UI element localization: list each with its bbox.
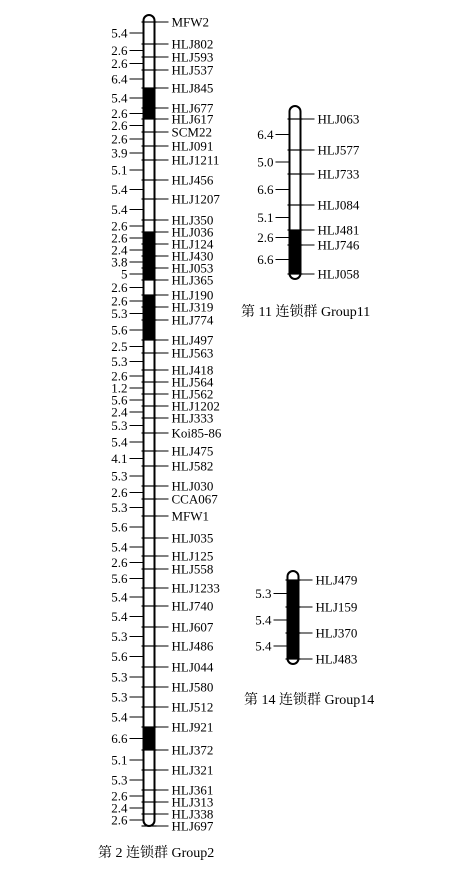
marker-label: HLJ190	[171, 287, 214, 303]
distance-label: 1.2	[111, 380, 128, 396]
distance-label: 5.4	[111, 182, 128, 197]
distance-label: 2.6	[111, 788, 128, 804]
filled-region	[145, 295, 154, 340]
distance-label: 3.8	[111, 254, 128, 270]
distance-label: 2.6	[111, 485, 128, 500]
distance-label: 2.6	[111, 118, 128, 133]
marker-label: HLJ321	[171, 762, 214, 778]
marker-label: HLJ159	[315, 599, 358, 615]
marker-label: HLJ607	[171, 619, 214, 635]
distance-label: 5.4	[111, 709, 128, 725]
marker-label: HLJ333	[171, 410, 214, 426]
distance-label: 2.4	[111, 800, 128, 816]
distance-label: 5.4	[111, 539, 128, 555]
marker-label: HLJ091	[171, 138, 214, 154]
distance-label: 2.6	[111, 56, 128, 71]
filled-region	[291, 230, 300, 274]
distance-label: 2.6	[111, 43, 128, 58]
marker-label: HLJ475	[171, 443, 214, 459]
distance-label: 5.3	[111, 500, 128, 515]
marker-label: HLJ774	[171, 312, 214, 328]
marker-label: HLJ512	[171, 699, 214, 715]
distance-label: 4.1	[111, 451, 128, 466]
distance-label: 6.4	[257, 127, 274, 142]
marker-label: HLJ053	[171, 260, 214, 276]
marker-label: HLJ124	[171, 236, 214, 252]
distance-label: 2.5	[111, 339, 128, 354]
marker-label: HLJ582	[171, 458, 214, 474]
marker-label: HLJ921	[171, 719, 214, 735]
distance-label: 5.6	[111, 519, 128, 535]
marker-label: HLJ313	[171, 794, 214, 810]
distance-label: 5.1	[111, 162, 128, 178]
marker-label: HLJ370	[315, 625, 358, 641]
marker-label: HLJ125	[171, 548, 214, 564]
distance-label: 5.6	[111, 322, 128, 338]
marker-label: HLJ418	[171, 362, 214, 378]
distance-label: 2.6	[111, 230, 128, 246]
chromosome-g2	[111, 15, 222, 834]
distance-label: 2.6	[111, 218, 128, 234]
distance-label: 5.3	[111, 306, 128, 321]
distance-label: 5.3	[111, 669, 128, 685]
distance-label: 2.6	[111, 131, 128, 147]
marker-label: HLJ746	[317, 237, 360, 253]
distance-label: 5.4	[111, 434, 128, 450]
marker-label: HLJ740	[171, 598, 214, 614]
distance-label: 2.6	[111, 812, 128, 828]
distance-label: 6.4	[111, 71, 128, 87]
marker-label: HLJ537	[171, 62, 214, 78]
marker-label: HLJ697	[171, 818, 214, 834]
marker-label: HLJ044	[171, 659, 214, 675]
marker-label: HLJ338	[171, 806, 214, 822]
marker-label: HLJ456	[171, 172, 214, 188]
marker-label: SCM22	[171, 124, 212, 140]
caption-group14: 第 14 连锁群 Group14	[244, 693, 375, 708]
marker-label: HLJ1233	[171, 580, 220, 596]
distance-label: 2.6	[111, 106, 128, 121]
distance-label: 5.4	[111, 90, 128, 106]
marker-label: HLJ365	[171, 272, 214, 288]
marker-label: HLJ1211	[171, 152, 220, 168]
distance-label: 2.6	[111, 555, 128, 570]
distance-label: 5.6	[111, 649, 128, 664]
chromosome-bar-g2	[144, 15, 155, 826]
chromosome-g14	[255, 571, 357, 667]
distance-label: 6.6	[111, 731, 128, 746]
marker-label: HLJ361	[171, 782, 214, 798]
distance-label: 2.6	[111, 368, 128, 384]
marker-label: HLJ1207	[171, 191, 220, 207]
marker-label: HLJ558	[171, 561, 214, 577]
marker-label: HLJ1202	[171, 398, 220, 414]
distance-label: 6.6	[257, 182, 274, 197]
marker-label: HLJ430	[171, 248, 214, 264]
caption-group11: 第 11 连锁群 Group11	[241, 305, 371, 320]
distance-label: 5.1	[111, 752, 128, 768]
distance-label: 6.6	[257, 252, 274, 267]
marker-label: HLJ733	[317, 166, 360, 182]
marker-label: HLJ497	[171, 332, 214, 348]
distance-label: 5.3	[111, 772, 128, 788]
marker-label: HLJ563	[171, 345, 214, 361]
filled-region	[145, 727, 154, 750]
distance-label: 5.3	[111, 418, 128, 433]
distance-label: 2.6	[111, 293, 128, 309]
marker-label: Koi85-86	[171, 425, 222, 441]
marker-label: HLJ058	[317, 266, 360, 282]
marker-label: HLJ063	[317, 111, 360, 127]
distance-label: 5.3	[255, 586, 272, 601]
marker-label: MFW1	[171, 508, 210, 524]
marker-label: HLJ350	[171, 212, 214, 228]
marker-label: HLJ593	[171, 49, 214, 65]
marker-label: HLJ084	[317, 197, 360, 213]
marker-label: HLJ036	[171, 224, 214, 240]
chromosome-g11	[257, 106, 360, 282]
filled-region	[289, 580, 298, 659]
distance-label: 5.3	[111, 468, 128, 484]
marker-label: HLJ580	[171, 679, 214, 695]
distance-label: 3.9	[111, 145, 128, 161]
distance-label: 5.3	[111, 629, 128, 644]
marker-label: HLJ481	[317, 222, 360, 238]
filled-region	[145, 88, 154, 119]
distance-label: 5.6	[111, 392, 128, 408]
distance-label: 5.3	[111, 689, 128, 705]
marker-label: CCA067	[171, 491, 218, 507]
marker-label: HLJ562	[171, 386, 214, 402]
marker-label: MFW2	[171, 14, 210, 30]
marker-label: HLJ677	[171, 100, 214, 116]
distance-label: 5.4	[255, 612, 272, 628]
marker-label: HLJ802	[171, 36, 214, 52]
marker-label: HLJ845	[171, 80, 214, 96]
distance-label: 5.4	[111, 25, 128, 41]
distance-label: 5.4	[111, 609, 128, 624]
distance-label: 2.4	[111, 242, 128, 258]
distance-label: 5.4	[255, 638, 272, 654]
distance-label: 5.6	[111, 571, 128, 586]
distance-label: 5	[121, 266, 128, 282]
marker-label: HLJ319	[171, 299, 214, 315]
distance-label: 5.3	[111, 354, 128, 369]
marker-label: HLJ577	[317, 142, 360, 158]
caption-group2: 第 2 连锁群 Group2	[98, 846, 215, 861]
distance-label: 5.4	[111, 589, 128, 605]
distance-label: 2.6	[257, 230, 274, 245]
marker-label: HLJ564	[171, 374, 214, 390]
marker-label: HLJ479	[315, 572, 358, 588]
marker-label: HLJ483	[315, 651, 358, 667]
marker-label: HLJ486	[171, 638, 214, 654]
marker-label: HLJ030	[171, 478, 214, 494]
marker-label: HLJ617	[171, 111, 214, 127]
distance-label: 5.4	[111, 202, 128, 217]
distance-label: 2.4	[111, 404, 128, 420]
marker-label: HLJ372	[171, 742, 214, 758]
distance-label: 5.0	[257, 154, 274, 170]
distance-label: 2.6	[111, 280, 128, 295]
distance-label: 5.1	[257, 210, 274, 225]
marker-label: HLJ035	[171, 530, 214, 546]
